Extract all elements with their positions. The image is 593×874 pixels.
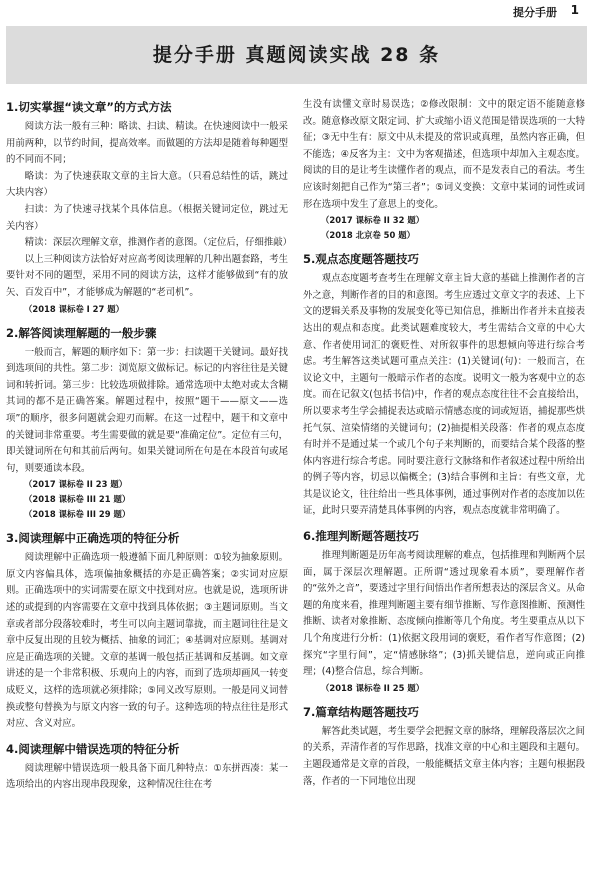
section-2-source-1: （2017 课标卷 II 23 题） bbox=[24, 479, 128, 490]
title-banner bbox=[6, 26, 587, 84]
section-3-title: 3.阅读理解中正确选项的特征分析 bbox=[6, 531, 180, 546]
section-1-source-1: （2018 课标卷 I 27 题） bbox=[24, 303, 124, 314]
section-2-source-2: （2018 课标卷 III 21 题） bbox=[24, 494, 131, 505]
section-1-para-2: 略读：为了快速获取文章的主旨大意。（只看总结性的话，跳过大块内容） bbox=[6, 170, 288, 199]
right-column bbox=[303, 97, 585, 790]
section-4-source-2: （2018 北京卷 50 题） bbox=[321, 230, 415, 241]
section-6-source-1: （2018 课标卷 II 25 题） bbox=[321, 682, 425, 693]
section-1-para-4: 精读：深层次理解文章，推测作者的意图。（定位后，仔细推敲） bbox=[24, 237, 292, 249]
section-2-source-3: （2018 课标卷 III 29 题） bbox=[24, 509, 131, 520]
section-5-para-1: 观点态度题考查考生在理解文章主旨大意的基础上推测作者的言外之意，判断作者的目的和意图。考生应透过文章文字的表述、上下文的逻辑关系及事物的发展变化等已知信息，推断出作者并未直接表达出的观点和态度。此类试题难度较大，考生需结合文章的中心大意、作者使用词汇的褒贬性、对所叙事件的思想倾向等进行综合考虑。考生解答这类试题可重点关注：(1)关键词(句)：一般而言，在议论文中，主题句一般暗示作者的态度。说明文一般为客观中立的态度。而在记叙文(包括书信)中，作者的观点态度往往不会直接给出，所以要求考生学会捕捉表达或暗示情感态度的词或短语，捕捉那些烘托气氛、渲染情绪的关键词句；(2)抽提相关段落：作者的观点态度有时并不是通过某一个或几个句子来判断的，而要结合某个段落的整体内容进行综合考虑。同时要注意行文脉络和作者叙述过程中所给出的例子等内容，切忌以偏概全；(3)结合事例和主旨：有些文章，尤其是议论文，往往给出一些具体事例，通过事例对作者的态度加以佐证，此时只要弄清楚具体事例的内容，观点态度就非常明确了。 bbox=[303, 273, 585, 517]
page-title: 提分手册 真题阅读实战 28 条 bbox=[152, 44, 441, 66]
section-4-source-1: （2017 课标卷 II 32 题） bbox=[321, 215, 425, 226]
page-number: 1 bbox=[570, 3, 579, 17]
section-2-title: 2.解答阅读理解题的一般步骤 bbox=[6, 325, 157, 340]
page-header bbox=[0, 0, 593, 22]
section-7-para-1: 解答此类试题，考生要学会把握文章的脉络，理解段落层次之间的关系，弄清作者的写作思路，找准文章的中心和主题段和主题句。主题段通常是文章的首段，一般能概括文章主体内容；主题句根据段落，作者的一下同地位出现 bbox=[303, 725, 585, 787]
section-4-para-1: 阅读理解中错误选项一般具备下面几种特点：①东拼西凑：某一选项给出的内容出现串段现象，这种情况往往在考 bbox=[6, 762, 288, 791]
left-column bbox=[6, 97, 292, 794]
section-1-para-3: 扫读：为了快速寻找某个具体信息。（根据关键词定位，跳过无关内容） bbox=[6, 203, 288, 232]
section-5-title: 5.观点态度题答题技巧 bbox=[303, 252, 419, 267]
header-section-title: 提分手册 bbox=[513, 6, 557, 19]
section-6-para-1: 推理判断题是历年高考阅读理解的难点，包括推理和判断两个层面，属于深层次理解题。正所谓“透过现象看本质”，要理解作者的“弦外之音”，要透过字里行间悟出作者所想表达的深层含义。从命题的角度来看，推理判断题主要有细节推断、写作意图推断、预测性推断、读者对象推断、态度倾向推断等几个角度。考生要重点从以下几个角度进行分析：(1)依据文段用词的褒贬，看作者写作意图；(2)探究“字里行间”，定“情感脉络”；(3)抓关键信息，逆向或正向推理；(4)整合信息，综合判断。 bbox=[303, 550, 585, 678]
section-1-para-5: 以上三种阅读方法恰好对应高考阅读理解的几种出题套路，考生要针对不同的题型，采用不同的阅读方法，这样才能够做到“有的放矢、百发百中”，才能够成为解题的“老司机”。 bbox=[6, 253, 288, 298]
section-2-para-1: 一般而言，解题的顺序如下：第一步：扫读题干关键词。最好找到选项间的共性。第二步：浏览原文做标记。标记的内容往往是关键词和转折词。第三步：比较选项做排除。通常选项中太绝对或太含糊其词的都不是正确答案。解题过程中，按照“题干——原文——选项”的顺序，很多问题就会迎刃而解。在这一过程中，题干和文章中的关键词非常重要。考生需要做的就是要“准确定位”。定位有三句，即关键词所在句和其前后两句。如果关键词所在句是在本段首句或尾句，则要通读本段。 bbox=[6, 346, 288, 474]
section-3-para-1: 阅读理解中正确选项一般遵循下面几种原则：①较为抽象原则。原文内容偏具体，选项偏抽象概括的亦是正确答案；②实词对应原则。正确选项中的实词需要在原文中找到对应。也就是说，选项所讲述的或提到的内容需要在文章中找到具体依据；③主题词原则。当文章或者部分段落较难时，考生可以向主题词靠拢，而主题词往往是文章中反复出现的且较为概括、抽象的词汇；④基调对应原则。基调对应是正确选项的关键。文章的基调一般包括正基调和反基调。如文章讲述的是一个非常积极、乐观向上的内容，而到了选项却画风一转变成贬义，这样的选项就必须排除；⑤同义改写原则。一般是同义词替换或整句替换为与原文内容一致的句子。这种选项的特点往往是形式对应、含义对应。 bbox=[6, 552, 288, 730]
section-7-title: 7.篇章结构题答题技巧 bbox=[303, 704, 419, 719]
section-1-para-1: 阅读方法一般有三种：略读、扫读、精读。在快速阅读中一般采用前两种，以节约时间，提高效率。而做题的方法却是随着每种题型的不同而不同； bbox=[6, 121, 288, 166]
section-4-para-1-continued: 生没有读懂文章时易误选；②修改限制：文中的限定语不能随意修改。随意修改原文限定词、扩大或缩小语义范围是错误选项的一大特征；③无中生有：原文中从未提及的常识或真理，虽然内容正确，但不能选；④反客为主：文中为客观描述，但选项中却加入主观态度。阅读的目的是让考生读懂作者的观点，而不是发表自己的看法。考生应该时刻把自己作为“第三者”；⑤词义变换：文章中某词的词性或词形在选项中发生了意思上的变化。 bbox=[303, 99, 585, 210]
section-6-title: 6.推理判断题答题技巧 bbox=[303, 529, 419, 544]
section-1-title: 1.切实掌握“读文章”的方式方法 bbox=[6, 100, 172, 114]
section-4-title: 4.阅读理解中错误选项的特征分析 bbox=[6, 741, 180, 756]
